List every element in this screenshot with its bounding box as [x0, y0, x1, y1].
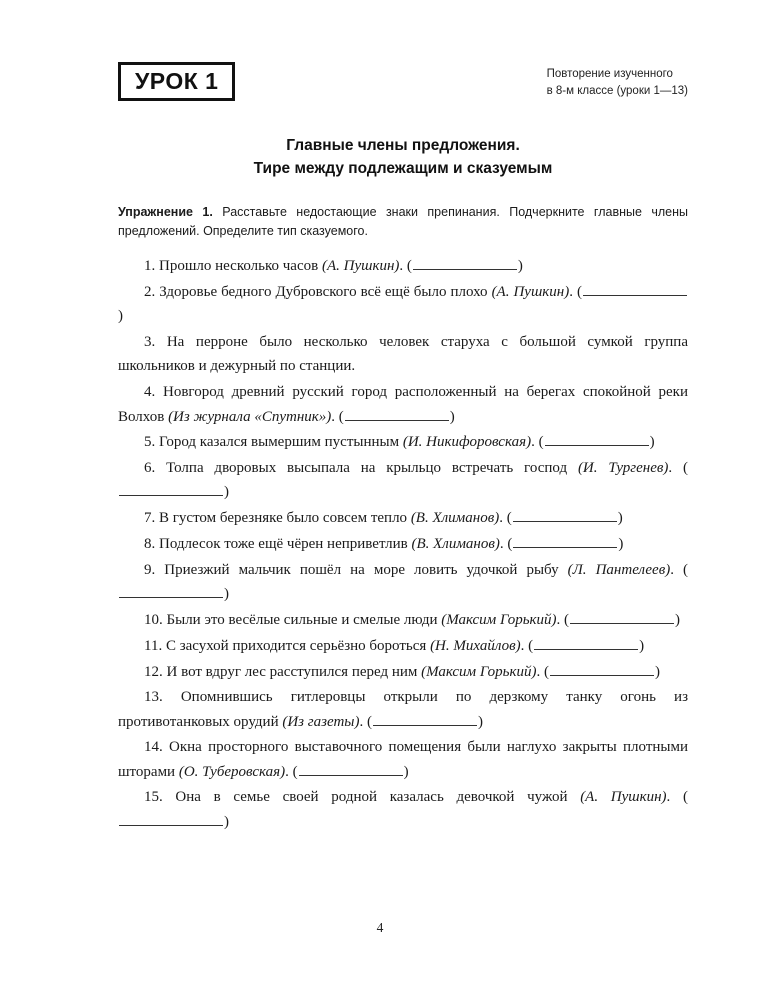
exercise-source: (А. Пушкин): [580, 789, 667, 806]
exercise-source: (Из журнала «Спутник»): [168, 408, 332, 425]
exercise-tail: .: [668, 460, 684, 477]
answer-paren-close: ): [675, 611, 681, 628]
answer-blank[interactable]: [373, 712, 477, 725]
answer-blank[interactable]: [570, 611, 674, 624]
page-number: 4: [376, 920, 384, 935]
exercise-tail: .: [520, 637, 529, 654]
page-title-line-2: Тире между подлежащим и сказуемым: [253, 160, 553, 178]
exercise-source: (Максим Горький): [441, 611, 557, 628]
answer-paren-open: (: [683, 561, 689, 578]
answer-blank[interactable]: [583, 283, 687, 296]
exercise-number: 12.: [144, 663, 163, 680]
exercise-number: 10.: [144, 611, 163, 628]
answer-paren-close: ): [224, 484, 229, 501]
exercise-text: Новгород древний русский город расположенный на берегах спокойной реки Волхов: [118, 384, 688, 425]
exercise-text: В густом березняке было совсем тепло: [155, 510, 411, 527]
exercise-text: С засухой приходится серьёзно бороться: [162, 637, 431, 654]
answer-blank[interactable]: [119, 585, 223, 598]
exercise-number: 7.: [144, 510, 156, 527]
answer-blank[interactable]: [513, 509, 617, 522]
exercise-item: [118, 456, 688, 505]
answer-paren-close: ): [517, 258, 523, 275]
exercise-item: [118, 280, 688, 329]
exercise-item: [118, 430, 688, 454]
exercise-item: [118, 685, 688, 734]
exercise-number: 6.: [144, 460, 156, 477]
exercise-tail: .: [285, 763, 293, 780]
exercise-item: [118, 380, 688, 429]
answer-paren-close: ): [654, 663, 660, 680]
answer-blank[interactable]: [119, 483, 223, 496]
answer-blank[interactable]: [413, 257, 517, 270]
exercise-number: 15.: [144, 789, 163, 806]
answer-blank[interactable]: [345, 407, 449, 420]
exercise-item: [118, 532, 688, 556]
answer-paren-open: (: [543, 663, 549, 680]
exercise-source: (Максим Горький): [421, 663, 537, 680]
exercise-tail: .: [666, 789, 683, 806]
answer-blank[interactable]: [119, 812, 223, 825]
answer-paren-open: (: [528, 637, 534, 654]
exercise-source: (И. Тургенев): [577, 460, 669, 477]
page-content: [118, 62, 688, 836]
answer-blank[interactable]: [545, 433, 649, 446]
exercise-tail: .: [399, 258, 407, 275]
lesson-badge: УРОК 1: [118, 62, 235, 101]
exercise-text: Опомнившись гитлеровцы открыли по дерзкому танку огонь из противотанковых орудий: [118, 689, 688, 730]
answer-paren-open: (: [683, 460, 689, 477]
exercise-text: Здоровье бедного Дубровского всё ещё было плохо: [155, 284, 492, 301]
exercise-number: 1.: [144, 258, 156, 275]
exercise-item: [118, 608, 688, 632]
exercise-item: [118, 785, 688, 834]
exercise-number: 3.: [144, 334, 156, 351]
exercise-text: Прошло несколько часов: [155, 258, 322, 275]
exercise-item: [118, 254, 688, 278]
answer-paren-close: ): [449, 408, 455, 425]
exercise-tail: .: [499, 536, 508, 553]
exercise-text: Толпа дворовых высыпала на крыльцо встречать господ: [155, 460, 578, 477]
page-title: [118, 134, 688, 181]
page-header: [118, 62, 688, 108]
exercise-item: [118, 735, 688, 784]
exercise-item: [118, 634, 688, 658]
exercise-tail: .: [536, 663, 544, 680]
exercise-source: (И. Никифоровская): [402, 434, 532, 451]
exercise-tail: .: [359, 713, 367, 730]
exercise-text: На перроне было несколько человек старуха с большой сумкой группа школьников и дежурный по станции.: [118, 334, 688, 375]
exercise-text: Были это весёлые сильные и смелые люди: [162, 611, 442, 628]
exercise-number: 4.: [144, 384, 156, 401]
exercise-number: 5.: [144, 434, 156, 451]
answer-paren-close: ): [617, 510, 623, 527]
exercise-tail: .: [531, 434, 539, 451]
header-note-line-1: Повторение изученного: [546, 68, 673, 80]
exercise-number: 14.: [144, 739, 163, 756]
answer-blank[interactable]: [513, 535, 617, 548]
answer-blank[interactable]: [534, 636, 638, 649]
exercise-item: [118, 660, 688, 684]
answer-paren-close: ): [224, 586, 229, 603]
answer-paren-close: ): [224, 813, 229, 830]
exercise-item: [118, 330, 688, 379]
answer-paren-close: ): [618, 536, 624, 553]
answer-paren-close: ): [639, 637, 645, 654]
answer-paren-open: (: [564, 611, 570, 628]
answer-blank[interactable]: [550, 662, 654, 675]
header-note: [547, 62, 688, 99]
answer-paren-open: (: [292, 763, 298, 780]
answer-paren-open: (: [538, 434, 544, 451]
exercise-text: Подлесок тоже ещё чёрен неприветлив: [155, 536, 412, 553]
exercise-text: Окна просторного выставочного помещения были наглухо закрыты плотными шторами: [118, 739, 688, 780]
exercise-text: Она в семье своей родной казалась девочкой чужой: [162, 789, 581, 806]
exercise-tail: .: [331, 408, 339, 425]
exercise-text: Город казался вымершим пустынным: [155, 434, 403, 451]
exercise-item: [118, 506, 688, 530]
answer-paren-open: (: [338, 408, 344, 425]
exercise-text: И вот вдруг лес расступился перед ним: [162, 663, 422, 680]
answer-paren-close: ): [477, 713, 483, 730]
exercise-source: (А. Пушкин): [491, 284, 570, 301]
exercise-source: (В. Хлиманов): [411, 536, 500, 553]
exercise-number: 9.: [144, 561, 156, 578]
answer-paren-open: (: [682, 789, 688, 806]
exercise-tail: .: [556, 611, 565, 628]
exercise-number: 11.: [144, 637, 163, 654]
exercise-tail: .: [670, 561, 684, 578]
answer-paren-open: (: [507, 536, 513, 553]
exercise-source: (Л. Пантелеев): [567, 561, 671, 578]
page-title-line-1: Главные члены предложения.: [286, 137, 520, 154]
exercise-source: (А. Пушкин): [321, 258, 400, 275]
task-text: Расставьте недостающие знаки препинания. Подчеркните главные члены предложений. Определите тип сказуемого.: [118, 204, 688, 238]
exercise-list: [118, 254, 688, 834]
answer-paren-open: (: [577, 284, 583, 301]
exercise-source: (В. Хлиманов): [410, 510, 500, 527]
exercise-source: (Н. Михайлов): [430, 637, 521, 654]
exercise-item: [118, 558, 688, 607]
task-label: Упражнение 1.: [118, 204, 213, 219]
header-note-line-2: в 8-м классе (уроки 1—13): [546, 84, 688, 97]
exercise-source: (Из газеты): [282, 713, 360, 730]
answer-paren-open: (: [366, 713, 372, 730]
exercise-number: 2.: [144, 284, 156, 301]
exercise-number: 8.: [144, 536, 156, 553]
answer-paren-open: (: [506, 510, 512, 527]
answer-paren-close: ): [649, 434, 655, 451]
answer-paren-close: ): [118, 308, 123, 325]
exercise-tail: .: [499, 510, 507, 527]
exercise-number: 13.: [144, 689, 163, 706]
answer-paren-open: (: [406, 258, 412, 275]
exercise-source: (О. Туберовская): [178, 763, 286, 780]
exercise-text: Приезжий мальчик пошёл на море ловить удочкой рыбу: [155, 561, 568, 578]
answer-blank[interactable]: [299, 762, 403, 775]
answer-paren-close: ): [403, 763, 409, 780]
task-instruction: [118, 203, 688, 242]
exercise-tail: .: [569, 284, 578, 301]
